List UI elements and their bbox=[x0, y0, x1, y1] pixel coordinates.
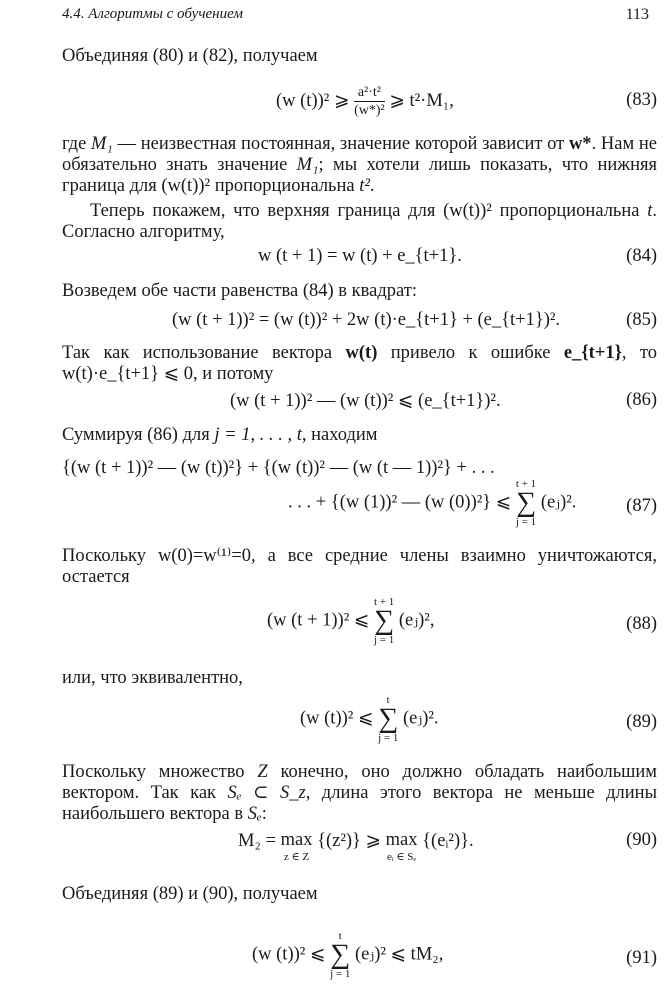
text-run: конечно, оно должно обладать наибольшим вектором. Так как bbox=[62, 762, 657, 803]
text-run: пропорциональна bbox=[491, 201, 648, 221]
paragraph bbox=[62, 425, 657, 446]
text-run: , то bbox=[621, 343, 658, 363]
math-inline: (w(t))² bbox=[443, 201, 492, 221]
equation-85 bbox=[62, 310, 657, 340]
sum-upper-limit: t bbox=[386, 694, 390, 706]
eq-rhs: {(eᵢ²)}. bbox=[422, 831, 474, 851]
equation-body: (w (t + 1))² — (w (t))² ⩽ (e_{t+1})². bbox=[230, 391, 501, 411]
fraction bbox=[354, 84, 385, 119]
equation-number: (88) bbox=[626, 614, 657, 634]
equation-88 bbox=[62, 596, 657, 658]
equation-number: (89) bbox=[626, 712, 657, 732]
sigma-symbol: ∑ bbox=[378, 703, 399, 734]
sigma-symbol: ∑ bbox=[516, 487, 537, 518]
max-subscript: z ∈ Z bbox=[283, 851, 310, 863]
eq-lhs: (w (t))² ⩾ bbox=[276, 90, 350, 111]
fraction-denominator: (w*)² bbox=[354, 103, 385, 118]
math-inline: t bbox=[647, 201, 653, 221]
summation bbox=[330, 930, 350, 980]
equation-87-line-2 bbox=[62, 478, 657, 538]
equation-body bbox=[238, 830, 474, 864]
text-run: Суммируя (86) для bbox=[62, 425, 215, 445]
text-run: Так как использование вектора bbox=[62, 343, 346, 363]
summation bbox=[374, 596, 394, 646]
paragraph: Объединяя (89) и (90), получаем bbox=[62, 884, 318, 904]
page-number: 113 bbox=[625, 6, 649, 23]
max-word: max bbox=[385, 830, 418, 850]
paragraph: где M₁ — неизвестная постоянная, значение которой зависит от w*. Нам не обязательно знать значение M₁; мы хотели лишь показать, что нижняя граница для (w(t))² пропорциональна t². bbox=[62, 134, 657, 196]
text-run: : bbox=[261, 804, 267, 824]
max-operator bbox=[281, 830, 313, 864]
equation-number: (90) bbox=[626, 830, 657, 850]
eq-rhs: (eⱼ)² ⩽ tM₂, bbox=[354, 944, 444, 965]
equation-84 bbox=[62, 246, 657, 276]
eq-lhs: (w (t))² ⩽ bbox=[300, 708, 374, 729]
equation-91 bbox=[62, 930, 657, 994]
eq-lhs: (w (t))² ⩽ bbox=[252, 944, 326, 965]
equation-body: w (t + 1) = w (t) + e_{t+1}. bbox=[258, 246, 462, 266]
sum-upper-limit: t + 1 bbox=[374, 596, 395, 608]
max-word: max bbox=[280, 830, 313, 850]
sum-lower-limit: j = 1 bbox=[515, 516, 537, 528]
math-inline: w* bbox=[568, 134, 592, 154]
math-inline: j = 1, . . . , t bbox=[214, 425, 302, 445]
equation-number: (91) bbox=[626, 948, 657, 968]
paragraph: или, что эквивалентно, bbox=[62, 668, 243, 688]
eq-lhs: M₂ = bbox=[238, 831, 276, 851]
paragraph bbox=[62, 201, 657, 243]
sum-lower-limit: j = 1 bbox=[378, 732, 399, 744]
equation-number: (87) bbox=[626, 496, 657, 516]
paragraph: Возведем обе части равенства (84) в квадрат: bbox=[62, 281, 417, 301]
text-run: пропорциональна bbox=[210, 176, 360, 196]
paragraph bbox=[62, 762, 657, 825]
math-inline: w(t) bbox=[345, 343, 378, 363]
equation-number: (86) bbox=[626, 390, 657, 410]
text-run: , находим bbox=[301, 425, 378, 445]
text-run: ; мы хотели лишь показать, что нижняя граница для bbox=[62, 155, 657, 196]
equation-83 bbox=[62, 80, 657, 122]
sigma-symbol: ∑ bbox=[330, 939, 351, 970]
eq-middle: {(z²)} ⩾ bbox=[317, 831, 382, 851]
paragraph: Поскольку w(0)=w⁽¹⁾=0, а все средние члены взаимно уничтожаются, остается bbox=[62, 546, 657, 587]
text-run: , и потому bbox=[193, 364, 274, 384]
math-inline: Sₑ ⊂ S_z bbox=[227, 783, 306, 803]
sum-lower-limit: j = 1 bbox=[374, 634, 395, 646]
math-inline: (w(t))² bbox=[161, 176, 211, 196]
math-inline: w(t)·e_{t+1} ⩽ 0 bbox=[62, 364, 194, 384]
sum-upper-limit: t bbox=[338, 930, 342, 942]
equation-body bbox=[300, 694, 439, 744]
math-inline: e_{t+1} bbox=[563, 343, 622, 363]
eq-rhs: (eⱼ)², bbox=[398, 610, 435, 631]
running-header: 4.4. Алгоритмы с обучением bbox=[62, 6, 243, 22]
text-run: привело к ошибке bbox=[377, 343, 564, 363]
equation-body: (w (t + 1))² = (w (t))² + 2w (t)·e_{t+1} + (e_{t+1})². bbox=[172, 310, 561, 330]
text-run: Теперь покажем, что верхняя граница для bbox=[90, 201, 444, 221]
equation-body: {(w (t + 1))² — (w (t))²} + {(w (t))² — (w (t — 1))²} + . . . bbox=[62, 458, 495, 478]
sigma-symbol: ∑ bbox=[374, 605, 395, 636]
text-run: Поскольку множество bbox=[62, 762, 258, 782]
paragraph bbox=[62, 343, 657, 385]
summation bbox=[516, 478, 536, 528]
equation-90 bbox=[62, 830, 657, 874]
paragraph: Объединяя (80) и (82), получаем bbox=[62, 46, 318, 66]
text-run: , длина этого вектора не меньше длины наибольшего вектора в bbox=[62, 783, 657, 824]
eq-lhs: . . . + {(w (1))² — (w (0))²} ⩽ bbox=[288, 492, 512, 513]
fraction-numerator: a²·t² bbox=[354, 84, 385, 102]
sum-upper-limit: t + 1 bbox=[515, 478, 537, 490]
math-inline: t² bbox=[359, 176, 370, 196]
text-run: . Согласно алгоритму, bbox=[62, 201, 658, 242]
equation-number: (84) bbox=[626, 246, 657, 266]
equation-body bbox=[276, 84, 454, 119]
sum-lower-limit: j = 1 bbox=[330, 968, 351, 980]
eq-rhs: (eⱼ)². bbox=[540, 492, 577, 513]
text-run: где bbox=[62, 134, 91, 154]
eq-lhs: (w (t + 1))² ⩽ bbox=[267, 610, 370, 631]
eq-rhs: ⩾ t²·M₁, bbox=[389, 90, 454, 111]
equation-number: (85) bbox=[626, 310, 657, 330]
text-run: . Нам не обязательно знать значение bbox=[62, 134, 657, 175]
equation-body bbox=[267, 596, 434, 646]
max-subscript: eᵢ ∈ Sₑ bbox=[386, 851, 417, 863]
equation-89 bbox=[62, 694, 657, 756]
eq-rhs: (eⱼ)². bbox=[402, 708, 439, 729]
summation bbox=[378, 694, 398, 744]
math-inline: M₁ bbox=[91, 134, 113, 154]
equation-number: (83) bbox=[626, 90, 657, 110]
max-operator bbox=[386, 830, 418, 864]
equation-86 bbox=[62, 390, 657, 420]
equation-body bbox=[252, 930, 443, 980]
math-inline: Z bbox=[257, 762, 268, 782]
equation-body bbox=[288, 478, 576, 528]
math-inline: M₁ bbox=[296, 155, 319, 175]
math-inline: Sₑ bbox=[247, 804, 262, 824]
text-run: — неизвестная постоянная, значение которой зависит от bbox=[112, 134, 569, 154]
